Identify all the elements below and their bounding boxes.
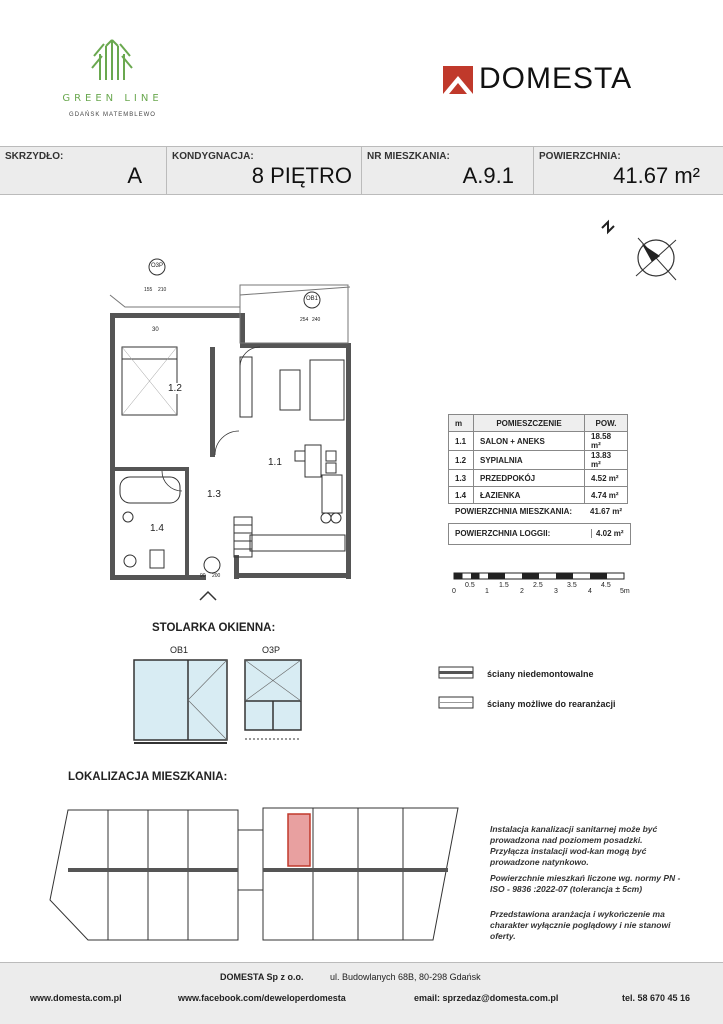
- loggia-label: POWIERZCHNIA LOGGII:: [455, 529, 551, 538]
- legend-nondemountable: ściany niedemontowalne: [487, 669, 594, 679]
- note-water: Przyłącza instalacji wod-kan mogą być prowadzone natynkowo.: [490, 846, 647, 867]
- scale-label: 1.5: [499, 582, 509, 589]
- scale-label: 2: [520, 588, 524, 595]
- footer: [0, 962, 723, 1024]
- scale-label: 3: [554, 588, 558, 595]
- room-area: 4.52 m²: [585, 470, 628, 487]
- floor-plan: [100, 255, 355, 605]
- table-header-row: [449, 415, 628, 432]
- info-label: POWIERZCHNIA:: [539, 151, 621, 162]
- room-id: 1.1: [449, 432, 474, 451]
- dim-label: 210: [158, 287, 167, 293]
- info-label: SKRZYDŁO:: [5, 151, 64, 162]
- scale-label: 0.5: [465, 582, 475, 589]
- scale-label: 4.5: [601, 582, 611, 589]
- rooms-table: [448, 414, 628, 504]
- legend-rearrangeable: ściany możliwe do rearanżacji: [487, 699, 616, 709]
- footer-address: ul. Budowlanych 68B, 80-298 Gdańsk: [330, 972, 481, 982]
- info-label: KONDYGNACJA:: [172, 151, 254, 162]
- info-bar: [0, 146, 723, 195]
- footer-web-link[interactable]: www.domesta.com.pl: [30, 993, 122, 1003]
- info-wing: [0, 147, 166, 194]
- note-arrangement: Przedstawiona aranżacja i wykończenie ma charakter wyłącznie poglądowy i nie stanowi oferty.: [490, 909, 671, 941]
- table-row: [449, 432, 628, 451]
- legend-nondemountable-swatch: [438, 666, 474, 680]
- scale-label: 0: [452, 588, 456, 595]
- total-area-value: 41.67 m²: [590, 507, 623, 516]
- room-id: 1.2: [449, 451, 474, 470]
- scale-label: 2.5: [533, 582, 543, 589]
- dim-label: 254: [300, 317, 309, 323]
- table-header: POW.: [585, 415, 628, 432]
- floor-plan-drawing: [100, 255, 355, 605]
- info-apartment-number: [361, 147, 534, 194]
- info-floor: [166, 147, 362, 194]
- scale-bar: [452, 570, 637, 600]
- room-area: 4.74 m²: [585, 487, 628, 504]
- table-header: m: [449, 415, 474, 432]
- scale-label: 3.5: [567, 582, 577, 589]
- room-name: SALON + ANEKS: [474, 432, 585, 451]
- info-area: [533, 147, 723, 194]
- green-line-logo-icon: [40, 36, 185, 86]
- green-line-name: GREEN LINE: [62, 93, 163, 104]
- dim-label: 240: [312, 317, 321, 323]
- window-o3p-label: O3P: [262, 645, 281, 655]
- loggia-value: 4.02 m²: [591, 529, 624, 538]
- total-area-label: POWIERZCHNIA MIESZKANIA:: [455, 507, 573, 516]
- footer-facebook-link[interactable]: www.facebook.com/deweloperdomesta: [178, 993, 346, 1003]
- green-line-subtitle: GDAŃSK MATEMBLEWO: [69, 112, 156, 118]
- info-label: NR MIESZKANIA:: [367, 151, 450, 162]
- loggia-box: [448, 523, 631, 545]
- room-area: 18.58 m²: [585, 432, 628, 451]
- windows-title: STOLARKA OKIENNA:: [152, 622, 276, 634]
- info-value: 41.67 m²: [613, 163, 700, 188]
- footer-company: DOMESTA Sp z o.o.: [220, 972, 304, 982]
- footer-email-link[interactable]: email: sprzedaz@domesta.com.pl: [414, 993, 559, 1003]
- window-tag-ob1: OB1: [305, 296, 318, 302]
- note-sewage: Instalacja kanalizacji sanitarnej może być prowadzona nad poziomem posadzki.: [490, 824, 658, 845]
- scale-label: 5m: [620, 588, 630, 595]
- location-title: LOKALIZACJA MIESZKANIA:: [68, 771, 228, 783]
- domesta-logo: [443, 64, 693, 100]
- room-label-1-4: 1.4: [150, 523, 164, 534]
- room-name: SYPIALNIA: [474, 451, 585, 470]
- dim-label: 30: [152, 327, 159, 333]
- footer-phone: tel. 58 670 45 16: [622, 993, 691, 1003]
- table-row: [449, 451, 628, 470]
- compass-icon: [598, 218, 688, 293]
- room-name: PRZEDPOKÓJ: [474, 470, 585, 487]
- dim-label: 90: [200, 573, 206, 579]
- info-value: A.9.1: [462, 163, 514, 188]
- location-plan: [48, 800, 468, 950]
- domesta-name: DOMESTA: [479, 62, 633, 95]
- window-ob1-drawing: [133, 659, 228, 744]
- room-label-1-1: 1.1: [268, 457, 282, 468]
- room-id: 1.4: [449, 487, 474, 504]
- room-label-1-3: 1.3: [207, 489, 221, 500]
- window-tag-o3p: O3P: [150, 263, 163, 269]
- table-row: [449, 470, 628, 487]
- window-o3p-drawing: [244, 659, 302, 744]
- info-value: 8 PIĘTRO: [251, 163, 352, 188]
- dim-label: 200: [212, 573, 221, 579]
- room-name: ŁAZIENKA: [474, 487, 585, 504]
- green-line-logo: [40, 36, 185, 126]
- domesta-logo-icon: [443, 66, 473, 94]
- scale-label: 1: [485, 588, 489, 595]
- legend-rearrangeable-swatch: [438, 696, 474, 710]
- scale-label: 4: [588, 588, 592, 595]
- room-label-1-2: 1.2: [168, 383, 182, 394]
- table-header: POMIESZCZENIE: [474, 415, 585, 432]
- note-areas: Powierzchnie mieszkań liczone wg. normy PN - ISO - 9836 :2022-07 (tolerancja ± 5cm): [490, 873, 681, 894]
- room-area: 13.83 m²: [585, 451, 628, 470]
- room-id: 1.3: [449, 470, 474, 487]
- info-value: A: [127, 163, 142, 188]
- window-ob1-label: OB1: [170, 645, 189, 655]
- table-row: [449, 487, 628, 504]
- dim-label: 155: [144, 287, 153, 293]
